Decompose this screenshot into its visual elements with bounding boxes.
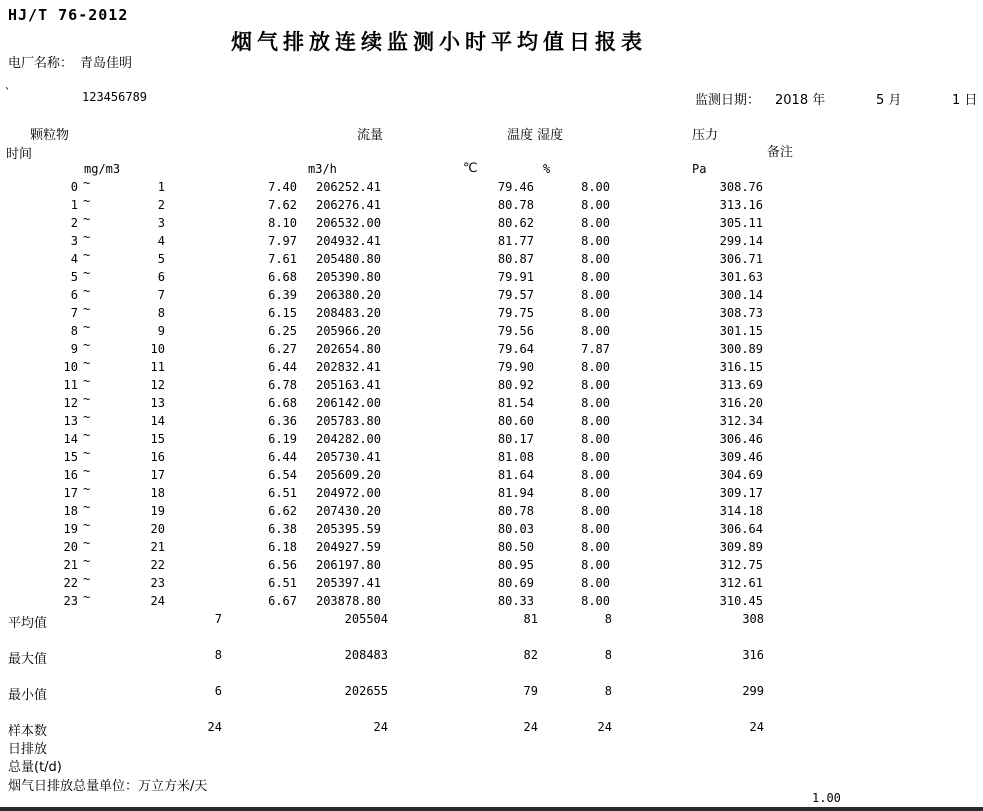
flow-value-cell: 206252.41 xyxy=(315,180,381,194)
humidity-value-cell: 8.00 xyxy=(581,558,610,572)
hour-end-cell: 6 xyxy=(157,270,165,284)
hour-end-cell: 14 xyxy=(150,414,165,428)
hour-end-cell: 18 xyxy=(150,486,165,500)
tilde-separator: ~ xyxy=(83,392,91,406)
hour-end-cell: 5 xyxy=(157,252,165,266)
temp-value-cell: 80.50 xyxy=(497,540,534,554)
table-row xyxy=(0,302,983,324)
table-row xyxy=(0,590,983,612)
humidity-value-cell: 8.00 xyxy=(581,306,610,320)
tilde-separator: ~ xyxy=(83,446,91,460)
pressure-value-cell: 305.11 xyxy=(719,216,763,230)
hour-start-cell: 2 xyxy=(70,216,78,230)
table-row xyxy=(0,518,983,540)
hour-start-cell: 19 xyxy=(63,522,78,536)
flow-value-cell: 203878.80 xyxy=(315,594,381,608)
summary-flow-cell: 202655 xyxy=(344,684,388,698)
dust-value-cell: 6.56 xyxy=(268,558,297,572)
summary-temp-cell: 24 xyxy=(523,720,538,734)
hour-start-cell: 7 xyxy=(70,306,78,320)
flow-value-cell: 206142.00 xyxy=(315,396,381,410)
hour-start-cell: 3 xyxy=(70,234,78,248)
temp-value-cell: 80.60 xyxy=(497,414,534,428)
pressure-value-cell: 313.16 xyxy=(719,198,763,212)
hour-end-cell: 3 xyxy=(157,216,165,230)
hour-start-cell: 10 xyxy=(63,360,78,374)
hour-end-cell: 20 xyxy=(150,522,165,536)
monitor-date-label: 监测日期： xyxy=(695,93,761,108)
hour-end-cell: 2 xyxy=(157,198,165,212)
tilde-separator: ~ xyxy=(83,464,91,478)
humidity-value-cell: 8.00 xyxy=(581,396,610,410)
tilde-separator: ~ xyxy=(83,518,91,532)
hour-start-cell: 8 xyxy=(70,324,78,338)
humidity-value-cell: 8.00 xyxy=(581,504,610,518)
temp-value-cell: 80.87 xyxy=(497,252,534,266)
flow-value-cell: 202832.41 xyxy=(315,360,381,374)
flow-value-cell: 205480.80 xyxy=(315,252,381,266)
flow-value-cell: 205966.20 xyxy=(315,324,381,338)
hour-start-cell: 21 xyxy=(63,558,78,572)
flow-value-cell: 205609.20 xyxy=(315,468,381,482)
flow-value-cell: 205163.41 xyxy=(315,378,381,392)
dust-value-cell: 6.51 xyxy=(268,576,297,590)
hour-end-cell: 1 xyxy=(157,180,165,194)
temp-value-cell: 79.75 xyxy=(497,306,534,320)
temp-value-cell: 80.78 xyxy=(497,198,534,212)
hour-start-cell: 22 xyxy=(63,576,78,590)
humidity-value-cell: 8.00 xyxy=(581,378,610,392)
hour-start-cell: 20 xyxy=(63,540,78,554)
hour-start-cell: 23 xyxy=(63,594,78,608)
humidity-value-cell: 8.00 xyxy=(581,198,610,212)
flow-value-cell: 206276.41 xyxy=(315,198,381,212)
pressure-value-cell: 308.76 xyxy=(719,180,763,194)
temp-value-cell: 80.03 xyxy=(497,522,534,536)
flow-value-cell: 205730.41 xyxy=(315,450,381,464)
temp-value-cell: 79.57 xyxy=(497,288,534,302)
humidity-value-cell: 8.00 xyxy=(581,414,610,428)
tilde-separator: ~ xyxy=(83,194,91,208)
flow-value-cell: 205783.80 xyxy=(315,414,381,428)
table-row xyxy=(0,176,983,198)
summary-temp-cell: 82 xyxy=(523,648,538,662)
temp-value-cell: 80.69 xyxy=(497,576,534,590)
hour-end-cell: 4 xyxy=(157,234,165,248)
summary-label: 样本数 xyxy=(8,724,48,739)
summary-humidity-cell: 8 xyxy=(604,648,612,662)
humidity-value-cell: 8.00 xyxy=(581,324,610,338)
temp-value-cell: 81.94 xyxy=(497,486,534,500)
pressure-value-cell: 300.89 xyxy=(719,342,763,356)
temp-value-cell: 79.90 xyxy=(497,360,534,374)
humidity-value-cell: 8.00 xyxy=(581,360,610,374)
hour-start-cell: 16 xyxy=(63,468,78,482)
pressure-value-cell: 304.69 xyxy=(719,468,763,482)
table-row xyxy=(0,194,983,216)
temp-value-cell: 81.54 xyxy=(497,396,534,410)
tick-mark: ` xyxy=(4,86,12,100)
hour-start-cell: 9 xyxy=(70,342,78,356)
tilde-separator: ~ xyxy=(83,356,91,370)
dust-value-cell: 6.68 xyxy=(268,270,297,284)
tilde-separator: ~ xyxy=(83,500,91,514)
col-header-remark: 备注 xyxy=(767,145,794,160)
table-row xyxy=(0,482,983,504)
summary-dust-cell: 8 xyxy=(214,648,222,662)
table-row xyxy=(0,320,983,342)
summary-dust-cell: 7 xyxy=(214,612,222,626)
dust-value-cell: 6.38 xyxy=(268,522,297,536)
flow-value-cell: 207430.20 xyxy=(315,504,381,518)
plant-name-label: 电厂名称： xyxy=(8,56,74,71)
humidity-value-cell: 8.00 xyxy=(581,576,610,590)
summary-flow-cell: 208483 xyxy=(344,648,388,662)
unit-humidity: % xyxy=(543,162,551,176)
summary-row xyxy=(0,720,983,738)
humidity-value-cell: 8.00 xyxy=(581,522,610,536)
flow-value-cell: 204927.59 xyxy=(315,540,381,554)
humidity-value-cell: 8.00 xyxy=(581,234,610,248)
temp-value-cell: 81.08 xyxy=(497,450,534,464)
col-header-time: 时间 xyxy=(6,147,33,162)
summary-temp-cell: 81 xyxy=(523,612,538,626)
hour-end-cell: 19 xyxy=(150,504,165,518)
monitor-date-year: 2018 年 xyxy=(775,93,826,108)
tilde-separator: ~ xyxy=(83,572,91,586)
dust-value-cell: 6.54 xyxy=(268,468,297,482)
tilde-separator: ~ xyxy=(83,536,91,550)
hour-end-cell: 24 xyxy=(150,594,165,608)
table-row xyxy=(0,356,983,378)
pressure-value-cell: 306.71 xyxy=(719,252,763,266)
dust-value-cell: 7.62 xyxy=(268,198,297,212)
daily-total-value: 1.00 xyxy=(812,791,841,805)
unit-flow: m3/h xyxy=(308,162,337,176)
humidity-value-cell: 8.00 xyxy=(581,252,610,266)
hour-start-cell: 18 xyxy=(63,504,78,518)
col-header-pressure: 压力 xyxy=(692,128,719,143)
temp-value-cell: 80.92 xyxy=(497,378,534,392)
plant-name-value: 青岛佳明 xyxy=(80,56,133,71)
hour-end-cell: 23 xyxy=(150,576,165,590)
hour-end-cell: 22 xyxy=(150,558,165,572)
table-row xyxy=(0,536,983,558)
humidity-value-cell: 8.00 xyxy=(581,486,610,500)
flow-value-cell: 208483.20 xyxy=(315,306,381,320)
humidity-value-cell: 7.87 xyxy=(581,342,610,356)
humidity-value-cell: 8.00 xyxy=(581,180,610,194)
flow-value-cell: 204932.41 xyxy=(315,234,381,248)
pressure-value-cell: 301.63 xyxy=(719,270,763,284)
summary-pressure-cell: 24 xyxy=(749,720,764,734)
flow-value-cell: 202654.80 xyxy=(315,342,381,356)
flow-value-cell: 205397.41 xyxy=(315,576,381,590)
tilde-separator: ~ xyxy=(83,266,91,280)
summary-row xyxy=(0,648,983,666)
temp-value-cell: 81.77 xyxy=(497,234,534,248)
tilde-separator: ~ xyxy=(83,284,91,298)
hour-end-cell: 16 xyxy=(150,450,165,464)
table-row xyxy=(0,284,983,306)
plant-code: 123456789 xyxy=(82,90,148,104)
emission-unit-note: 烟气日排放总量单位：万立方米/天 xyxy=(8,779,208,794)
summary-flow-cell: 24 xyxy=(373,720,388,734)
dust-value-cell: 6.36 xyxy=(268,414,297,428)
unit-temp: ℃ xyxy=(463,161,478,176)
temp-value-cell: 80.62 xyxy=(497,216,534,230)
pressure-value-cell: 309.46 xyxy=(719,450,763,464)
flow-value-cell: 206380.20 xyxy=(315,288,381,302)
temp-value-cell: 80.17 xyxy=(497,432,534,446)
summary-label: 最大值 xyxy=(8,652,48,667)
col-header-dust: 颗粒物 xyxy=(30,128,70,143)
pressure-value-cell: 300.14 xyxy=(719,288,763,302)
temp-value-cell: 81.64 xyxy=(497,468,534,482)
flow-value-cell: 205390.80 xyxy=(315,270,381,284)
tilde-separator: ~ xyxy=(83,212,91,226)
col-header-temp-humidity: 温度 湿度 xyxy=(507,128,564,143)
standard-code: HJ/T 76-2012 xyxy=(8,6,129,24)
summary-temp-cell: 79 xyxy=(523,684,538,698)
flow-value-cell: 204972.00 xyxy=(315,486,381,500)
table-row xyxy=(0,338,983,360)
dust-value-cell: 6.15 xyxy=(268,306,297,320)
dust-value-cell: 6.19 xyxy=(268,432,297,446)
summary-pressure-cell: 308 xyxy=(742,612,764,626)
hour-end-cell: 21 xyxy=(150,540,165,554)
tilde-separator: ~ xyxy=(83,410,91,424)
temp-value-cell: 79.91 xyxy=(497,270,534,284)
summary-row xyxy=(0,612,983,630)
temp-value-cell: 79.56 xyxy=(497,324,534,338)
table-row xyxy=(0,212,983,234)
hour-end-cell: 17 xyxy=(150,468,165,482)
tilde-separator: ~ xyxy=(83,320,91,334)
table-row xyxy=(0,248,983,270)
pressure-value-cell: 316.15 xyxy=(719,360,763,374)
hour-start-cell: 5 xyxy=(70,270,78,284)
tilde-separator: ~ xyxy=(83,482,91,496)
dust-value-cell: 6.44 xyxy=(268,360,297,374)
pressure-value-cell: 313.69 xyxy=(719,378,763,392)
hour-start-cell: 11 xyxy=(63,378,78,392)
hour-end-cell: 9 xyxy=(157,324,165,338)
humidity-value-cell: 8.00 xyxy=(581,432,610,446)
hour-start-cell: 17 xyxy=(63,486,78,500)
pressure-value-cell: 299.14 xyxy=(719,234,763,248)
table-row xyxy=(0,464,983,486)
pressure-value-cell: 306.46 xyxy=(719,432,763,446)
daily-emission-label-line1: 日排放 xyxy=(8,742,48,757)
dust-value-cell: 7.40 xyxy=(268,180,297,194)
pressure-value-cell: 306.64 xyxy=(719,522,763,536)
daily-emission-label-line2: 总量(t/d) xyxy=(8,760,62,775)
hour-start-cell: 1 xyxy=(70,198,78,212)
humidity-value-cell: 8.00 xyxy=(581,216,610,230)
humidity-value-cell: 8.00 xyxy=(581,270,610,284)
dust-value-cell: 6.51 xyxy=(268,486,297,500)
tilde-separator: ~ xyxy=(83,428,91,442)
hour-end-cell: 15 xyxy=(150,432,165,446)
dust-value-cell: 6.25 xyxy=(268,324,297,338)
dust-value-cell: 6.39 xyxy=(268,288,297,302)
dust-value-cell: 6.62 xyxy=(268,504,297,518)
hour-end-cell: 10 xyxy=(150,342,165,356)
unit-dust: mg/m3 xyxy=(84,162,121,176)
table-row xyxy=(0,266,983,288)
monitor-date-month: 5 月 xyxy=(876,93,902,108)
flow-value-cell: 204282.00 xyxy=(315,432,381,446)
temp-value-cell: 80.78 xyxy=(497,504,534,518)
hour-end-cell: 12 xyxy=(150,378,165,392)
tilde-separator: ~ xyxy=(83,590,91,604)
summary-dust-cell: 24 xyxy=(207,720,222,734)
table-row xyxy=(0,446,983,468)
pressure-value-cell: 312.75 xyxy=(719,558,763,572)
summary-humidity-cell: 24 xyxy=(597,720,612,734)
hour-end-cell: 8 xyxy=(157,306,165,320)
humidity-value-cell: 8.00 xyxy=(581,450,610,464)
summary-dust-cell: 6 xyxy=(214,684,222,698)
pressure-value-cell: 309.17 xyxy=(719,486,763,500)
pressure-value-cell: 308.73 xyxy=(719,306,763,320)
hour-start-cell: 0 xyxy=(70,180,78,194)
hour-end-cell: 7 xyxy=(157,288,165,302)
dust-value-cell: 6.44 xyxy=(268,450,297,464)
monitor-date-day: 1 日 xyxy=(952,93,978,108)
tilde-separator: ~ xyxy=(83,338,91,352)
dust-value-cell: 6.67 xyxy=(268,594,297,608)
dust-value-cell: 7.97 xyxy=(268,234,297,248)
tilde-separator: ~ xyxy=(83,302,91,316)
summary-label: 平均值 xyxy=(8,616,48,631)
hour-start-cell: 4 xyxy=(70,252,78,266)
summary-humidity-cell: 8 xyxy=(604,612,612,626)
temp-value-cell: 80.95 xyxy=(497,558,534,572)
hour-start-cell: 14 xyxy=(63,432,78,446)
humidity-value-cell: 8.00 xyxy=(581,468,610,482)
tilde-separator: ~ xyxy=(83,176,91,190)
hour-end-cell: 13 xyxy=(150,396,165,410)
humidity-value-cell: 8.00 xyxy=(581,540,610,554)
table-row xyxy=(0,392,983,414)
summary-humidity-cell: 8 xyxy=(604,684,612,698)
table-row xyxy=(0,410,983,432)
pressure-value-cell: 312.61 xyxy=(719,576,763,590)
tilde-separator: ~ xyxy=(83,374,91,388)
temp-value-cell: 79.46 xyxy=(497,180,534,194)
bottom-border xyxy=(0,807,983,811)
tilde-separator: ~ xyxy=(83,230,91,244)
humidity-value-cell: 8.00 xyxy=(581,288,610,302)
flow-value-cell: 206532.00 xyxy=(315,216,381,230)
temp-value-cell: 80.33 xyxy=(497,594,534,608)
page-title: 烟气排放连续监测小时平均值日报表 xyxy=(231,30,647,54)
temp-value-cell: 79.64 xyxy=(497,342,534,356)
dust-value-cell: 8.10 xyxy=(268,216,297,230)
hour-end-cell: 11 xyxy=(150,360,165,374)
hour-start-cell: 6 xyxy=(70,288,78,302)
flow-value-cell: 206197.80 xyxy=(315,558,381,572)
table-row xyxy=(0,500,983,522)
table-row xyxy=(0,428,983,450)
dust-value-cell: 6.68 xyxy=(268,396,297,410)
table-row xyxy=(0,554,983,576)
pressure-value-cell: 312.34 xyxy=(719,414,763,428)
tilde-separator: ~ xyxy=(83,248,91,262)
summary-flow-cell: 205504 xyxy=(344,612,388,626)
dust-value-cell: 6.18 xyxy=(268,540,297,554)
unit-pressure: Pa xyxy=(692,162,707,176)
tilde-separator: ~ xyxy=(83,554,91,568)
summary-label: 最小值 xyxy=(8,688,48,703)
dust-value-cell: 7.61 xyxy=(268,252,297,266)
flow-value-cell: 205395.59 xyxy=(315,522,381,536)
table-row xyxy=(0,230,983,252)
summary-row xyxy=(0,684,983,702)
summary-pressure-cell: 299 xyxy=(742,684,764,698)
pressure-value-cell: 309.89 xyxy=(719,540,763,554)
hour-start-cell: 12 xyxy=(63,396,78,410)
pressure-value-cell: 316.20 xyxy=(719,396,763,410)
hour-start-cell: 15 xyxy=(63,450,78,464)
col-header-flow: 流量 xyxy=(357,128,384,143)
dust-value-cell: 6.27 xyxy=(268,342,297,356)
table-row xyxy=(0,374,983,396)
dust-value-cell: 6.78 xyxy=(268,378,297,392)
pressure-value-cell: 301.15 xyxy=(719,324,763,338)
pressure-value-cell: 310.45 xyxy=(719,594,763,608)
humidity-value-cell: 8.00 xyxy=(581,594,610,608)
pressure-value-cell: 314.18 xyxy=(719,504,763,518)
table-row xyxy=(0,572,983,594)
hour-start-cell: 13 xyxy=(63,414,78,428)
summary-pressure-cell: 316 xyxy=(742,648,764,662)
